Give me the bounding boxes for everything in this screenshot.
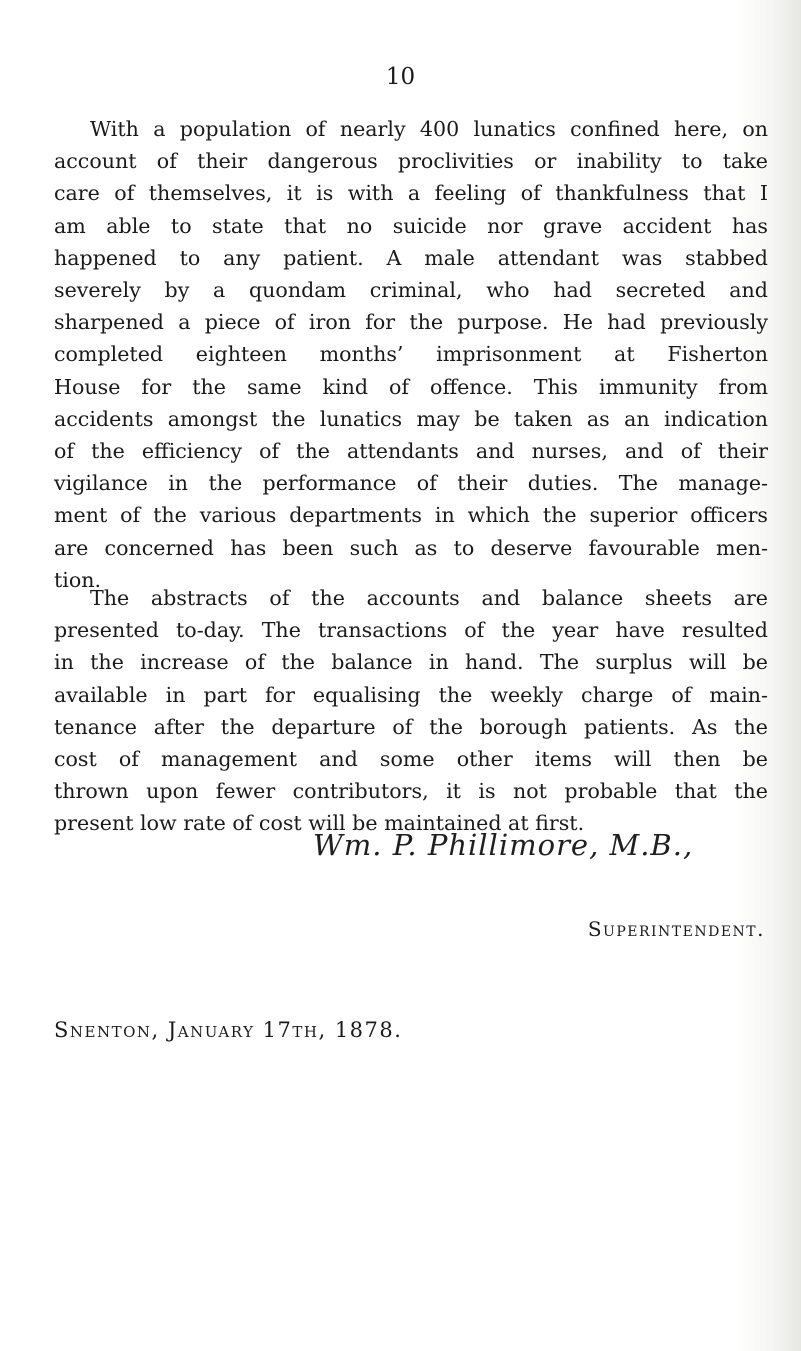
text-line: in the increase of the balance in hand. The surplus will be — [54, 650, 768, 675]
text-line: am able to state that no suicide nor grave accident has — [54, 213, 768, 238]
dateline: Snenton, January 17th, 1878. — [54, 1018, 403, 1042]
text-line: available in part for equalising the weekly charge of main- — [54, 682, 768, 707]
text-line: account of their dangerous proclivities or inability to take — [54, 149, 768, 174]
text-line: The abstracts of the accounts and balance sheets are — [90, 586, 768, 610]
text-line: of the efficiency of the attendants and nurses, and of their — [54, 439, 768, 464]
text-line: tion. — [54, 567, 102, 592]
text-line: vigilance in the performance of their duties. The manage- — [54, 471, 768, 496]
text-line: completed eighteen months’ imprisonment at Fisherton — [54, 342, 768, 367]
text-line: House for the same kind of offence. This immunity from — [54, 374, 768, 399]
text-line: accidents amongst the lunatics may be taken as an indication — [54, 406, 768, 431]
paragraph-accounts — [54, 582, 768, 840]
paragraph-safety-report — [54, 113, 768, 596]
page-number: 10 — [385, 64, 416, 90]
text-line: ment of the various departments in which the superior officers — [54, 503, 768, 528]
text-line: sharpened a piece of iron for the purpose. He had previously — [54, 310, 768, 335]
text-line: are concerned has been such as to deserve favourable men- — [54, 535, 768, 560]
text-line: present low rate of cost will be maintained at first. — [54, 811, 585, 836]
text-line: tenance after the departure of the borough patients. As the — [54, 714, 768, 739]
text-line: thrown upon fewer contributors, it is not probable that the — [54, 779, 768, 804]
text-line: presented to-day. The transactions of the year have resulted — [54, 618, 768, 643]
text-line: With a population of nearly 400 lunatics confined here, on — [90, 117, 768, 141]
text-line: severely by a quondam criminal, who had secreted and — [54, 278, 768, 303]
signatory-title: Superintendent. — [587, 917, 765, 941]
text-line: cost of management and some other items will then be — [54, 747, 768, 772]
text-line: care of themselves, it is with a feeling of thankfulness that I — [54, 181, 768, 206]
text-line: happened to any patient. A male attendant was stabbed — [54, 245, 768, 270]
signature: Wm. P. Phillimore, M.B., — [313, 828, 694, 862]
